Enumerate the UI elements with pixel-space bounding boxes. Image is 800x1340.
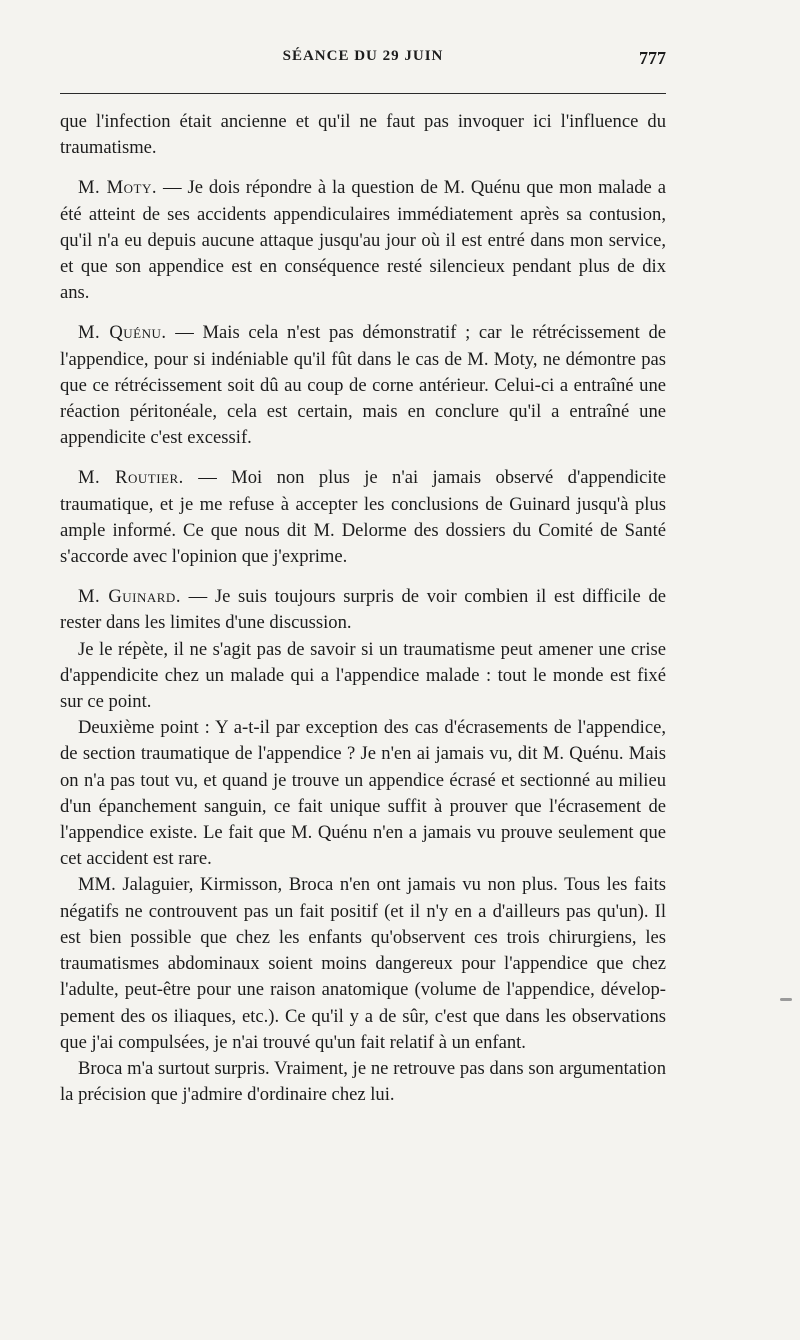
paragraph-text: Deuxième point : Y a-t-il par exception des cas d'écrasements de l'appendice, de section traumatique de l'appendice ? Je n'en ai jamais vu, dit M. Quénu. Mais on n'a pas tout vu, et quand je trouve un appendice écrasé et sectionné au milieu d'un épanchement sanguin, ce fait unique suffit à prouver que l'écrasement de l'appendice existe. Le fait que M. Quénu n'en a jamais vu prouve seulement que cet accident est rare.	[60, 717, 666, 870]
paragraph-quenu	[60, 320, 666, 451]
paragraph-text: — Je dois répondre à la question de M. Quénu que mon malade a été atteint de ses accidents appendiculaires immédiatement après sa contusion, qu'il n'a eu depuis aucune attaque jusqu'au jour où il est entré dans mon service, et que son appendice est en conséquence resté silencieux pendant plus de dix ans.	[60, 177, 666, 304]
paragraph-guinard-cont-1	[60, 637, 666, 716]
paragraph-text: — Moi non plus je n'ai jamais observé d'appendicite traumatique, et je me refuse à accepter les conclusions de Guinard jusqu'à plus ample informé. Ce que nous dit M. Delorme des dossiers du Comité de Santé s'accorde avec l'opinion que j'exprime.	[60, 467, 667, 568]
header-rule	[60, 93, 666, 94]
paragraph-routier	[60, 465, 666, 570]
running-title: SÉANCE DU 29 JUIN	[282, 48, 444, 64]
paragraph-guinard-cont-3	[60, 872, 666, 1055]
running-head	[60, 48, 666, 76]
paragraph-text: MM. Jalaguier, Kirmisson, Broca n'en ont jamais vu non plus. Tous les faits négatifs ne controuvent pas un fait positif (et il n'y en a d'ailleurs pas qu'un). Il est bien possible que chez les enfants qu'observent ces trois chirurgiens, les traumatismes abdominaux soient moins dangereux pour l'appendice que chez l'adulte, peut-être pour une raison anatomique (volume de l'appendice, développement des os iliaques, etc.). Ce qu'il y a de sûr, c'est que dans les observations que j'ai compulsées, je n'ai trouvé qu'un fait relatif à un enfant.	[60, 874, 666, 1053]
paragraph-text: que l'infection était ancienne et qu'il ne faut pas invoquer ici l'influence du traumatisme.	[60, 111, 666, 159]
page-number: 777	[639, 48, 666, 68]
speaker-name: M. Guinard.	[78, 586, 181, 608]
paper-blemish	[780, 998, 792, 1001]
paragraph-text: — Je suis toujours surpris de voir combien il est difficile de rester dans les limites d'une discussion.	[60, 586, 666, 634]
speaker-name: M. Routier.	[78, 467, 184, 489]
paragraph-guinard-cont-4	[60, 1056, 666, 1108]
paragraph-guinard	[60, 584, 666, 636]
paragraph-guinard-cont-2	[60, 715, 666, 872]
paragraph-text: — Mais cela n'est pas démonstratif ; car le rétrécissement de l'appendice, pour si indéniable qu'il fût dans le cas de M. Moty, ne démontre pas que ce rétrécissement soit dû au coup de corne antérieur. Celui-ci a entraîné une réaction péritonéale, cela est certain, mais en conclure qu'il a entraîné une appendicite c'est excessif.	[60, 322, 666, 449]
paragraph-text: Broca m'a surtout surpris. Vraiment, je ne retrouve pas dans son argumentation la précision que j'admire d'ordinaire chez lui.	[60, 1057, 666, 1106]
body-text	[60, 109, 666, 1108]
speaker-name: M. Moty.	[78, 177, 158, 199]
paragraph-continuation	[60, 109, 666, 161]
paragraph-text: Je le répète, il ne s'agit pas de savoir si un traumatisme peut amener une crise d'appendicite chez un malade qui a l'appendice malade : tout le monde est fixé sur ce point.	[60, 638, 666, 713]
speaker-name: M. Quénu.	[78, 322, 167, 344]
paragraph-moty	[60, 175, 666, 306]
book-page	[60, 0, 666, 1340]
